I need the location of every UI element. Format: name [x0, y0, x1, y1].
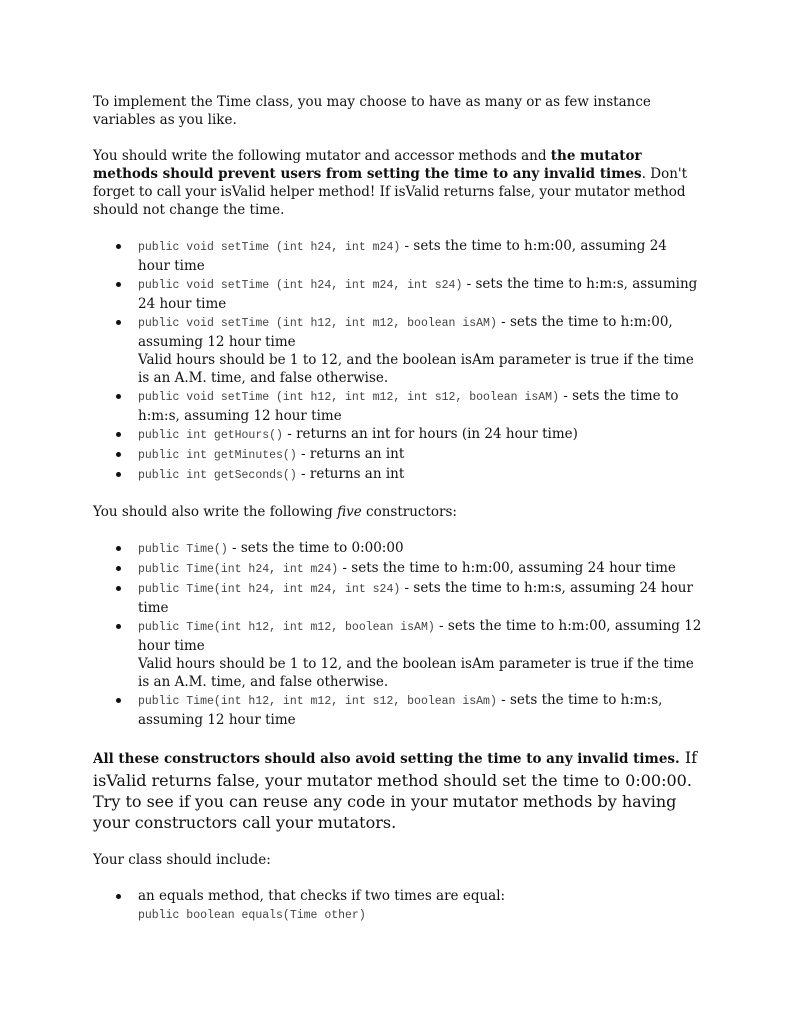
constructors-list — [93, 539, 703, 729]
mutator-bold-text: the mutator methods should prevent users from setting the time to any invalid times — [93, 148, 642, 182]
intro-paragraph: To implement the Time class, you may choose to have as many or as few instance variables as you like. — [93, 94, 651, 128]
list-item-settime-h12-m12-isam — [93, 313, 703, 387]
list-item-settime-h24-m24 — [93, 237, 703, 275]
constructors-intro-text-2: constructors: — [361, 504, 457, 520]
constructors-intro-emphasis: five — [337, 504, 362, 520]
include-list — [93, 887, 703, 925]
method-signature: public void setTime (int h24, int m24, int s24) — [138, 279, 463, 292]
list-item-time-h12-m12-isam — [93, 617, 703, 691]
constructors-intro — [93, 503, 703, 521]
method-signature: public int getSeconds() — [138, 469, 297, 482]
include-item-text: an equals method, that checks if two times are equal: — [138, 888, 506, 904]
bullet-icon — [116, 244, 121, 249]
include-item-code: public boolean equals(Time other) — [138, 909, 366, 922]
constructors-note — [93, 747, 703, 833]
list-item-getseconds — [93, 465, 703, 485]
list-item-time-default — [93, 539, 703, 559]
bullet-icon — [116, 546, 121, 551]
constructors-note-rest: If isValid returns false, your mutator method should set the time to 0:00:00. Try to see if you can reuse any code in your mutator methods by having your constructors call your mutators. — [93, 748, 698, 832]
method-description: - sets the time to h:m:s, assuming 24 hour time — [138, 276, 698, 312]
bullet-icon — [116, 394, 121, 399]
method-description: - returns an int — [296, 446, 405, 462]
bullet-icon — [116, 894, 121, 899]
list-item-getminutes — [93, 445, 703, 465]
method-description: - sets the time to h:m:00, assuming 12 hour time — [138, 314, 673, 350]
bullet-icon — [116, 472, 121, 477]
method-signature: public int getHours() — [138, 429, 283, 442]
list-item-time-h24-m24 — [93, 559, 703, 579]
method-signature: public void setTime (int h12, int m12, boolean isAM) — [138, 317, 497, 330]
method-signature: public void setTime (int h24, int m24) — [138, 241, 401, 254]
constructor-description: - sets the time to h:m:s, assuming 12 hour time — [138, 692, 663, 728]
method-description: - sets the time to h:m:s, assuming 12 hour time — [138, 388, 679, 424]
method-note: Valid hours should be 1 to 12, and the boolean isAm parameter is true if the time is an A.M. time, and false otherwise. — [138, 352, 694, 386]
constructor-signature: public Time(int h24, int m24, int s24) — [138, 583, 401, 596]
constructor-description: - sets the time to h:m:00, assuming 24 hour time — [338, 560, 676, 576]
bullet-icon — [116, 452, 121, 457]
constructor-signature: public Time(int h24, int m24) — [138, 563, 339, 576]
document-page — [93, 93, 703, 943]
constructor-signature: public Time(int h12, int m12, boolean isAM) — [138, 621, 435, 634]
bullet-icon — [116, 698, 121, 703]
bullet-icon — [116, 282, 121, 287]
constructor-signature: public Time(int h12, int m12, int s12, boolean isAm) — [138, 695, 497, 708]
method-signature: public void setTime (int h12, int m12, int s12, boolean isAM) — [138, 391, 559, 404]
constructor-description: - sets the time to h:m:s, assuming 24 hour time — [138, 580, 693, 616]
bullet-icon — [116, 566, 121, 571]
constructor-description: - sets the time to 0:00:00 — [227, 540, 404, 556]
bullet-icon — [116, 586, 121, 591]
list-item-time-h12-m12-s12-isam — [93, 691, 703, 729]
constructor-description: - sets the time to h:m:00, assuming 12 hour time — [138, 618, 702, 654]
methods-list — [93, 237, 703, 485]
list-item-equals — [93, 887, 703, 925]
constructor-signature: public Time() — [138, 543, 228, 556]
constructors-intro-text-1: You should also write the following — [93, 504, 338, 520]
include-intro: Your class should include: — [93, 852, 271, 868]
mutator-paragraph — [93, 147, 703, 219]
bullet-icon — [116, 624, 121, 629]
mutator-text-1: You should write the following mutator and accessor methods and — [93, 148, 551, 164]
method-description: - returns an int for hours (in 24 hour time) — [282, 426, 578, 442]
method-description: - returns an int — [296, 466, 405, 482]
bullet-icon — [116, 320, 121, 325]
bullet-icon — [116, 432, 121, 437]
list-item-settime-h24-m24-s24 — [93, 275, 703, 313]
constructor-note: Valid hours should be 1 to 12, and the boolean isAm parameter is true if the time is an A.M. time, and false otherwise. — [138, 656, 694, 690]
method-description: - sets the time to h:m:00, assuming 24 hour time — [138, 238, 667, 274]
mutator-text-2: . Don't forget to call your isValid helper method! If isValid returns false, your mutator method should not change the time. — [93, 166, 688, 218]
list-item-time-h24-m24-s24 — [93, 579, 703, 617]
list-item-gethours — [93, 425, 703, 445]
list-item-settime-h12-m12-s12-isam — [93, 387, 703, 425]
constructors-note-bold: All these constructors should also avoid setting the time to any invalid times. — [93, 751, 680, 767]
method-signature: public int getMinutes() — [138, 449, 297, 462]
